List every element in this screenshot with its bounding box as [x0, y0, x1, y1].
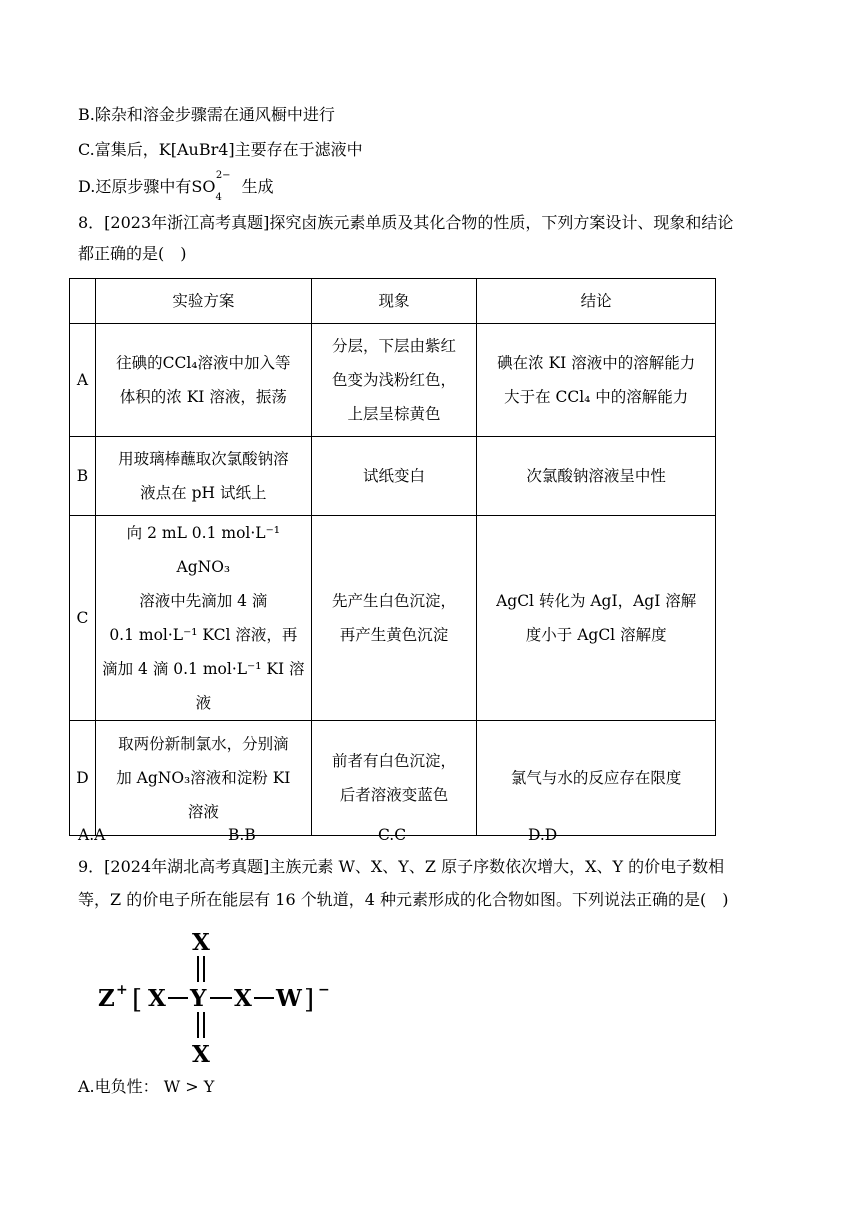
header-blank — [70, 279, 96, 324]
table-header-row — [70, 279, 716, 324]
phenomenon-cell — [311, 437, 477, 516]
conclusion-line: 碘在浓 KI 溶液中的溶解能力 — [497, 354, 696, 372]
right-bracket: ] — [304, 985, 315, 1015]
atom-x-top: X — [192, 929, 210, 956]
plan-line: 向 2 mL 0.1 mol·L⁻¹ AgNO₃ — [126, 524, 280, 576]
atom-y-center: Y — [190, 985, 207, 1012]
q9-stem-line2: 等，Z 的价电子所在能层有 16 个轨道，4 种元素形成的化合物如图。下列说法正确的是( ) — [78, 890, 729, 909]
phenomenon-line: 再产生黄色沉淀 — [339, 626, 449, 644]
left-bracket: [ — [132, 985, 143, 1015]
q7-option-b: B.除杂和溶金步骤需在通风橱中进行 — [78, 105, 335, 124]
experiment-table — [69, 278, 716, 836]
phenomenon-line: 色变为浅粉红色， — [332, 371, 457, 389]
q9-stem-line1: 9．[2024年湖北高考真题]主族元素 W、X、Y、Z 原子序数依次增大，X、Y 的价电子数相 — [78, 857, 725, 876]
phenomenon-line: 试纸变白 — [363, 467, 426, 485]
phenomenon-cell — [311, 721, 477, 836]
plan-cell — [95, 437, 311, 516]
table-row-a — [70, 324, 716, 437]
plan-line: 取两份新制氯水，分别滴 — [118, 735, 289, 753]
phenomenon-line: 先产生白色沉淀， — [332, 592, 457, 610]
plan-cell — [95, 516, 311, 721]
plan-line: 用玻璃棒蘸取次氯酸钠溶 — [118, 450, 289, 468]
plan-line: 液 — [195, 694, 212, 712]
atom-x-bottom: X — [192, 1041, 210, 1068]
conclusion-line: 氯气与水的反应存在限度 — [510, 769, 682, 787]
atom-w: W — [276, 985, 302, 1012]
header-phenomenon: 现象 — [311, 279, 477, 324]
q8-stem-line2: 都正确的是( ) — [78, 244, 187, 263]
row-label: D — [70, 721, 96, 836]
plan-line: 液点在 pH 试纸上 — [140, 484, 267, 502]
cation-charge: + — [116, 982, 128, 998]
header-plan: 实验方案 — [95, 279, 311, 324]
conclusion-cell — [477, 437, 716, 516]
plan-line: 溶液中先滴加 4 滴 — [139, 592, 268, 610]
phenomenon-cell — [311, 516, 477, 721]
plan-line: 往碘的CCl₄溶液中加入等 — [116, 354, 291, 372]
conclusion-line: 次氯酸钠溶液呈中性 — [526, 467, 666, 485]
row-label: B — [70, 437, 96, 516]
plan-line: 滴加 4 滴 0.1 mol·L⁻¹ KI 溶 — [102, 660, 305, 678]
q7-option-c: C.富集后，K[AuBr4]主要存在于滤液中 — [78, 140, 363, 159]
plan-line: 溶液 — [187, 803, 219, 821]
plan-cell — [95, 324, 311, 437]
conclusion-line: 度小于 AgCl 溶解度 — [525, 626, 667, 644]
q9-option-a: A.电负性： W > Y — [78, 1077, 215, 1096]
q8-option-c[interactable]: C.C — [378, 826, 407, 844]
q8-option-d[interactable]: D.D — [528, 826, 558, 844]
conclusion-cell — [477, 721, 716, 836]
sulfate-formula: SO — [191, 177, 216, 196]
q7-option-d-prefix: D.还原步骤中有 — [78, 177, 192, 196]
table-row-b — [70, 437, 716, 516]
q8-stem-line1: 8．[2023年浙江高考真题]探究卤族元素单质及其化合物的性质，下列方案设计、现象和结论 — [78, 213, 734, 232]
table-row-c — [70, 516, 716, 721]
plan-line: 0.1 mol·L⁻¹ KCl 溶液，再 — [109, 626, 298, 644]
plan-line: 体积的浓 KI 溶液，振荡 — [119, 388, 287, 406]
phenomenon-line: 前者有白色沉淀， — [332, 752, 457, 770]
compound-structure-diagram — [92, 928, 352, 1068]
phenomenon-line: 后者溶液变蓝色 — [339, 786, 449, 804]
q7-option-d-suffix: 生成 — [241, 177, 274, 196]
conclusion-cell — [477, 516, 716, 721]
header-conclusion: 结论 — [477, 279, 716, 324]
phenomenon-line: 上层呈棕黄色 — [347, 405, 441, 423]
plan-line: 加 AgNO₃溶液和淀粉 KI — [116, 769, 291, 787]
phenomenon-line: 分层，下层由紫红 — [332, 337, 457, 355]
table-row-d — [70, 721, 716, 836]
conclusion-cell — [477, 324, 716, 437]
q7-option-d — [78, 169, 274, 204]
atom-x-left: X — [148, 985, 166, 1012]
cation-symbol: Z — [98, 985, 115, 1012]
sulfate-charge: 2− — [215, 169, 231, 181]
row-label: A — [70, 324, 96, 437]
anion-charge: − — [318, 982, 330, 998]
q8-option-a[interactable]: A.A — [78, 826, 106, 844]
sulfate-subscript: 4 — [215, 192, 222, 204]
conclusion-line: AgCl 转化为 AgI，AgI 溶解 — [496, 592, 697, 610]
conclusion-line: 大于在 CCl₄ 中的溶解能力 — [504, 388, 689, 406]
row-label: C — [70, 516, 96, 721]
phenomenon-cell — [311, 324, 477, 437]
plan-cell — [95, 721, 311, 836]
q8-option-b[interactable]: B.B — [228, 826, 256, 844]
atom-x-right: X — [234, 985, 252, 1012]
